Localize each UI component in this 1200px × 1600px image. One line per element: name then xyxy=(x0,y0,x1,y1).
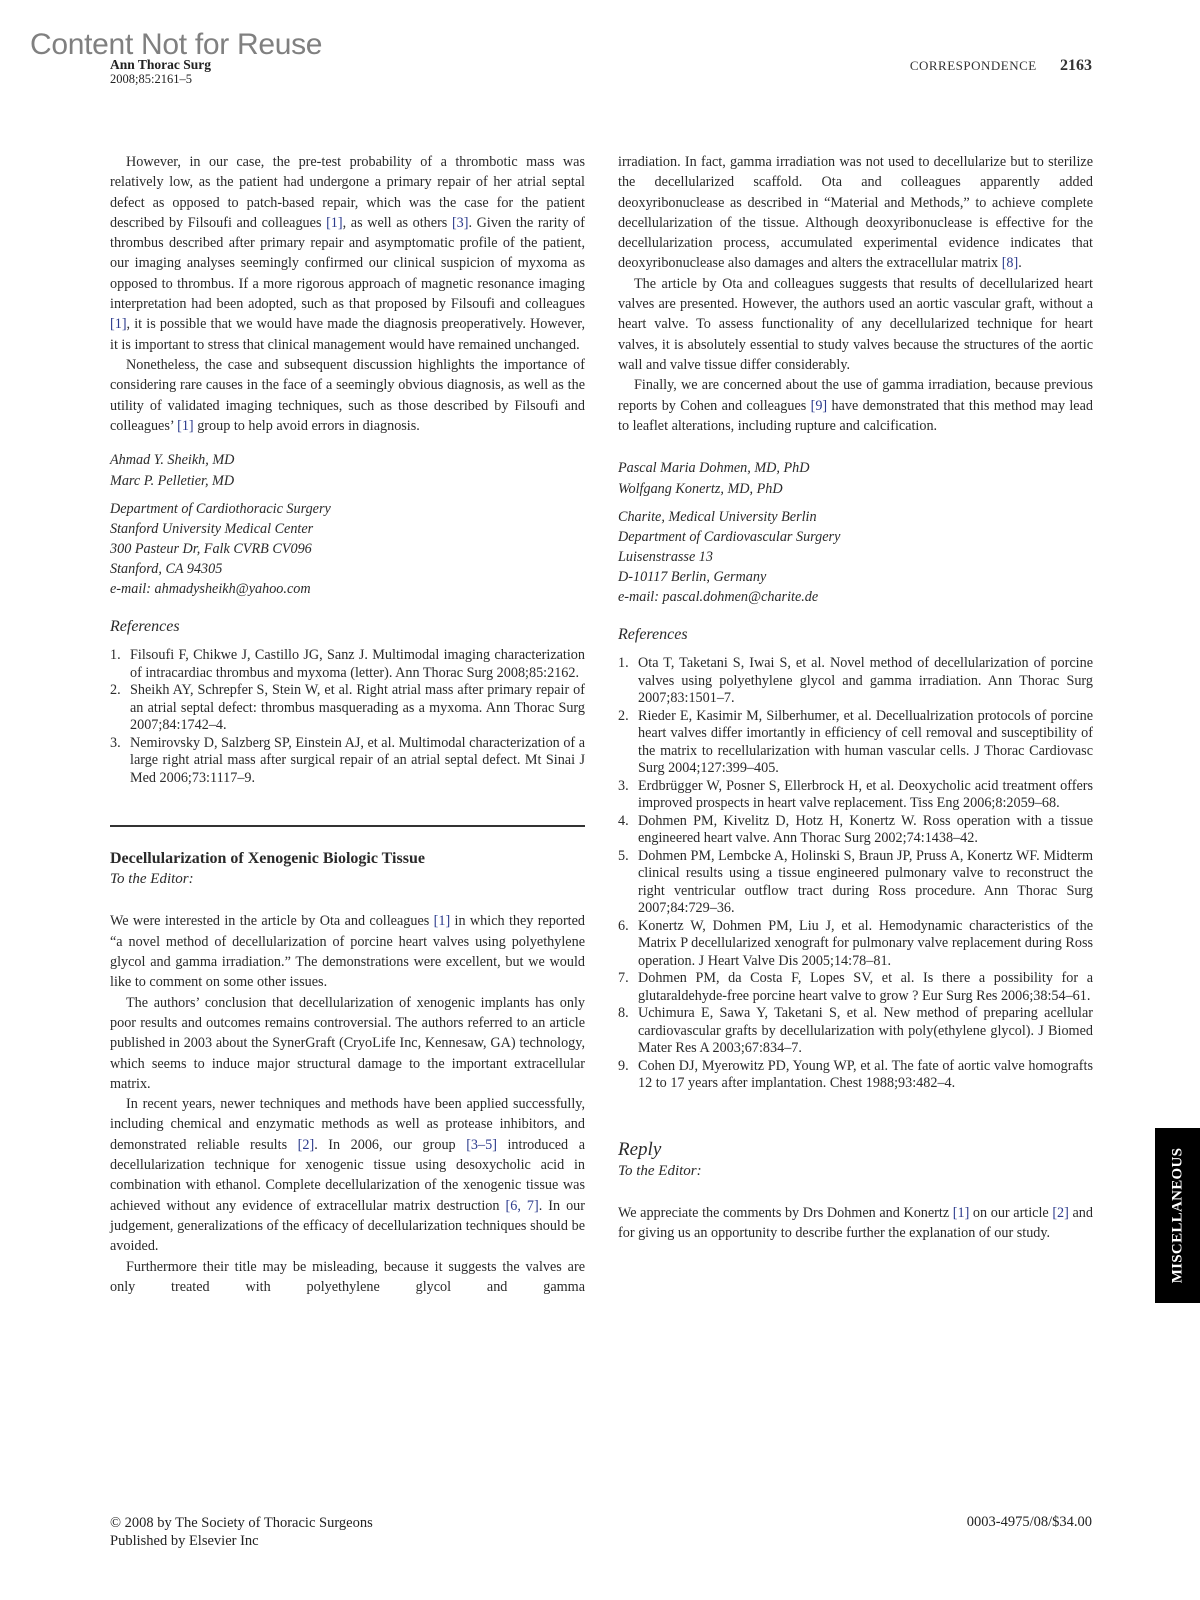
citation-link[interactable]: [8] xyxy=(1001,255,1019,272)
text-line: Department of Cardiovascular Surgery xyxy=(618,529,841,546)
paragraph xyxy=(618,375,1093,436)
left-column xyxy=(110,152,585,1297)
paragraph xyxy=(110,1094,585,1256)
text-line: Marc P. Pelletier, MD xyxy=(110,473,235,490)
salutation: To the Editor: xyxy=(618,1162,702,1179)
reference-text: Sheikh AY, Schrepfer S, Stein W, et al. Right atrial mass after primary repair of an atrial septal defect: thrombus masquerading as a myxoma. Ann Thorac Surg 2007;84:1742–4. xyxy=(130,682,585,734)
reference-number: 7. xyxy=(618,970,629,987)
page-number: 2163 xyxy=(1060,57,1092,74)
reference-item xyxy=(618,655,1093,708)
reference-item xyxy=(110,682,585,735)
paragraph xyxy=(618,1203,1093,1244)
text-run: on our article xyxy=(969,1204,1053,1221)
reference-number: 1. xyxy=(110,647,121,664)
text-run: and for giving us an opportunity to describe further the explanation of our study. xyxy=(618,1204,1093,1242)
citation-link[interactable]: [3–5] xyxy=(466,1136,497,1153)
reference-item xyxy=(618,778,1093,813)
citation-link[interactable]: [3] xyxy=(451,214,469,231)
citation-link[interactable]: [1] xyxy=(110,316,127,333)
reference-item xyxy=(618,1005,1093,1058)
citation-link[interactable]: [2] xyxy=(297,1136,315,1153)
citation-link[interactable]: [9] xyxy=(810,397,828,414)
reference-number: 2. xyxy=(618,707,629,724)
reference-text: Konertz W, Dohmen PM, Liu J, et al. Hemodynamic characteristics of the Matrix P decellularized xenograft for pulmonary valve replacement during Ross operation. J Heart Valve Dis 2005;14:78–81. xyxy=(638,917,1093,969)
reference-text: Erdbrügger W, Posner S, Ellerbrock H, et al. Deoxycholic acid treatment offers improved prospects in heart valve replacement. Tiss Eng 2006;8:2059–68. xyxy=(638,777,1093,812)
section-divider xyxy=(110,825,585,827)
paragraph xyxy=(110,355,585,436)
salutation: To the Editor: xyxy=(110,871,194,888)
reference-text: Dohmen PM, Lembcke A, Holinski S, Braun JP, Pruss A, Konertz WF. Midterm clinical results using a tissue engineered pulmonary valve to reconstruct the right ventricular outflow tract during Ross procedure. Ann Thorac Surg 2007;84:729–36. xyxy=(638,847,1093,917)
text-line: Wolfgang Konertz, MD, PhD xyxy=(618,481,783,498)
reference-item xyxy=(618,813,1093,848)
citation-link[interactable]: [1] xyxy=(952,1204,970,1221)
paragraph xyxy=(110,152,585,355)
paragraph xyxy=(618,274,1093,375)
author-address xyxy=(110,499,585,599)
reference-number: 4. xyxy=(618,812,629,829)
text-line: Stanford, CA 94305 xyxy=(110,561,223,578)
references-heading: References xyxy=(618,626,688,644)
text-run: group to help avoid errors in diagnosis. xyxy=(193,417,420,434)
citation-link[interactable]: [1] xyxy=(326,214,343,231)
reference-number: 2. xyxy=(110,682,121,699)
text-run: We were interested in the article by Ota and colleagues xyxy=(110,913,434,930)
reference-item xyxy=(618,1058,1093,1093)
section-side-tab xyxy=(1155,1128,1200,1303)
text-line: Stanford University Medical Center xyxy=(110,521,314,538)
references-heading: References xyxy=(110,618,180,636)
journal-citation: 2008;85:2161–5 xyxy=(110,72,192,86)
reference-item xyxy=(618,848,1093,918)
text-line: D-10117 Berlin, Germany xyxy=(618,569,767,586)
text-run: The article by Ota and colleagues suggests that results of decellularized heart valves are presented. However, the authors used an aortic vascular graft, without a heart valve. To assess functionality of any decellularized technique for heart valves, it is absolutely essential to study valves because the structures of the aortic wall and valve tissue differ considerably. xyxy=(618,275,1093,373)
reference-number: 6. xyxy=(618,917,629,934)
reference-text: Ota T, Taketani S, Iwai S, et al. Novel method of decellularization of porcine valves using polyethylene glycol and gamma irradiation. Ann Thorac Surg 2007;83:1501–7. xyxy=(638,655,1093,707)
publisher-text: Published by Elsevier Inc xyxy=(110,1533,259,1549)
article-title: Decellularization of Xenogenic Biologic Tissue xyxy=(110,850,425,868)
reference-item xyxy=(618,918,1093,971)
references-list xyxy=(618,655,1093,1093)
reference-number: 9. xyxy=(618,1057,629,1074)
citation-link[interactable]: [6, 7] xyxy=(505,1197,539,1214)
reference-number: 8. xyxy=(618,1005,629,1022)
reference-text: Cohen DJ, Myerowitz PD, Young WP, et al. The fate of aortic valve homografts 12 to 17 years after implantation. Chest 1988;93:482–4. xyxy=(638,1057,1093,1092)
footer-copyright xyxy=(110,1514,373,1550)
text-run: in which they reported “a novel method of decellularization of porcine heart valves using polyethylene glycol and gamma irradiation.” The demonstrations were excellent, but we would like to comment on some other issues. xyxy=(110,913,585,991)
text-run: The authors’ conclusion that decellularization of xenogenic implants has only poor results and outcomes remains controversial. The authors referred to an article published in 2003 about the SynerGraft (CryoLife Inc, Kennesaw, GA) technology, which seems to induce major structural damage to the important extracellular matrix. xyxy=(110,994,585,1092)
running-header xyxy=(910,57,1092,75)
text-run: We appreciate the comments by Drs Dohmen and Konertz xyxy=(618,1204,953,1221)
text-run: irradiation. In fact, gamma irradiation was not used to decellularize but to sterilize the decellularized scaffold. Ota and colleagues apparently added deoxyribonuclease as described in “Material and Methods,” to achieve complete decellularization of the tissue. Although deoxyribonuclease is effective for the decellularization process, accumulated experimental evidence indicates that deoxyribonuclease also damages and alters the extracellular matrix xyxy=(618,154,1093,272)
side-tab-label: MISCELLANEOUS xyxy=(1169,1147,1186,1284)
paragraph xyxy=(110,1257,585,1298)
text-run: Nonetheless, the case and subsequent discussion highlights the importance of considering rare causes in the face of a seemingly obvious diagnosis, as well as the utility of validated imaging techniques, such as those described by Filsoufi and colleagues’ xyxy=(110,356,585,434)
text-run: . xyxy=(1018,255,1022,272)
text-run: However, in our case, the pre-test probability of a thrombotic mass was relatively low, as the patient had undergone a primary repair of her atrial septal defect as opposed to patch-based repair, which was the case for the patient described by Filsoufi and colleagues xyxy=(110,154,585,231)
author-address xyxy=(618,507,1093,607)
text-line: e-mail: ahmadysheikh@yahoo.com xyxy=(110,581,311,598)
reference-text: Nemirovsky D, Salzberg SP, Einstein AJ, et al. Multimodal characterization of a large right atrial mass after surgical repair of an atrial septal defect. Mt Sinai J Med 2006;73:1117–9. xyxy=(130,734,585,786)
section-label: CORRESPONDENCE xyxy=(909,58,1037,73)
text-line: 300 Pasteur Dr, Falk CVRB CV096 xyxy=(110,541,312,558)
reference-text: Filsoufi F, Chikwe J, Castillo JG, Sanz J. Multimodal imaging characterization of intracardiac thrombus and myxoma (letter). Ann Thorac Surg 2008;85:2162. xyxy=(130,647,585,681)
reference-number: 3. xyxy=(618,777,629,794)
text-run: In recent years, newer techniques and methods have been applied successfully, including chemical and enzymatic methods as well as protease inhibitors, and demonstrated reliable results xyxy=(110,1096,585,1153)
text-line: Ahmad Y. Sheikh, MD xyxy=(110,452,235,469)
reference-number: 1. xyxy=(618,655,629,672)
text-run: , it is possible that we would have made the diagnosis preoperatively. However, it is important to stress that clinical management would have remained unchanged. xyxy=(110,316,585,353)
reference-item xyxy=(618,708,1093,778)
reference-number: 3. xyxy=(110,734,121,751)
journal-name: Ann Thorac Surg xyxy=(110,57,212,72)
paragraph xyxy=(110,993,585,1094)
text-line: Pascal Maria Dohmen, MD, PhD xyxy=(618,460,810,477)
text-run: . In our judgement, generalizations of the efficacy of decellularization techniques should be avoided. xyxy=(110,1197,585,1255)
text-run: have demonstrated that this method may lead to leaflet alterations, including rupture and calcification. xyxy=(618,397,1093,434)
footer-code: 0003-4975/08/$34.00 xyxy=(966,1514,1092,1530)
watermark: Content Not for Reuse xyxy=(30,28,323,61)
reference-text: Uchimura E, Sawa Y, Taketani S, et al. New method of preparing acellular cardiovascular grafts by decellularization with poly(ethylene glycol). J Biomed Mater Res A 2003;67:834–7. xyxy=(638,1005,1093,1057)
reference-item xyxy=(110,735,585,788)
signatories xyxy=(110,450,585,492)
copyright-text: © 2008 by The Society of Thoracic Surgeons xyxy=(110,1515,373,1531)
citation-link[interactable]: [1] xyxy=(433,913,451,930)
text-line: e-mail: pascal.dohmen@charite.de xyxy=(618,589,819,606)
text-run: Furthermore their title may be misleading, because it suggests the valves are only treated with polyethylene glycol and gamma xyxy=(110,1258,585,1295)
text-run: introduced a decellularization technique for xenogenic tissue using desoxycholic acid in combination with ethanol. Complete decellularization of the xenogenic tissue was achieved without any evidence of extracellular matrix destruction xyxy=(110,1136,585,1214)
citation-link[interactable]: [2] xyxy=(1052,1204,1069,1221)
reference-item xyxy=(110,647,585,682)
signatories xyxy=(618,458,1093,500)
right-column xyxy=(618,152,1093,1244)
text-run: . Given the rarity of thrombus described after primary repair and asymptomatic profile of the patient, our imaging analyses seemingly confirmed our clinical suspicion of myxoma as opposed to thrombus. If a more rigorous approach of magnetic resonance imaging interpretation had been adopted, such as that proposed by Filsoufi and colleagues xyxy=(110,214,585,313)
paragraph xyxy=(618,152,1093,274)
reference-text: Rieder E, Kasimir M, Silberhumer, et al. Decellualrization protocols of porcine heart valves differ imortantly in efficiency of cell removal and susceptibility of the matrix to recellularization with human vascular cells. J Thorac Cardiovasc Surg 2004;127:399–405. xyxy=(638,707,1093,777)
text-line: Department of Cardiothoracic Surgery xyxy=(110,501,331,518)
text-run: Finally, we are concerned about the use of gamma irradiation, because previous reports by Cohen and colleagues xyxy=(618,377,1093,414)
paragraph xyxy=(110,911,585,992)
reference-text: Dohmen PM, Kivelitz D, Hotz H, Konertz W. Ross operation with a tissue engineered heart valve. Ann Thorac Surg 2002;74:1438–42. xyxy=(638,812,1093,847)
reference-number: 5. xyxy=(618,847,629,864)
text-run: , as well as others xyxy=(342,214,452,231)
reference-item xyxy=(618,970,1093,1005)
journal-header xyxy=(110,58,211,86)
reply-title: Reply xyxy=(618,1138,662,1160)
reference-text: Dohmen PM, da Costa F, Lopes SV, et al. Is there a possibility for a glutaraldehyde-free porcine heart valve to grow ? Eur Surg Res 2006;38:54–61. xyxy=(638,970,1093,1004)
text-line: Charite, Medical University Berlin xyxy=(618,509,817,526)
text-line: Luisenstrasse 13 xyxy=(618,549,713,566)
references-list xyxy=(110,647,585,787)
citation-link[interactable]: [1] xyxy=(177,417,194,434)
text-run: . In 2006, our group xyxy=(314,1136,467,1153)
